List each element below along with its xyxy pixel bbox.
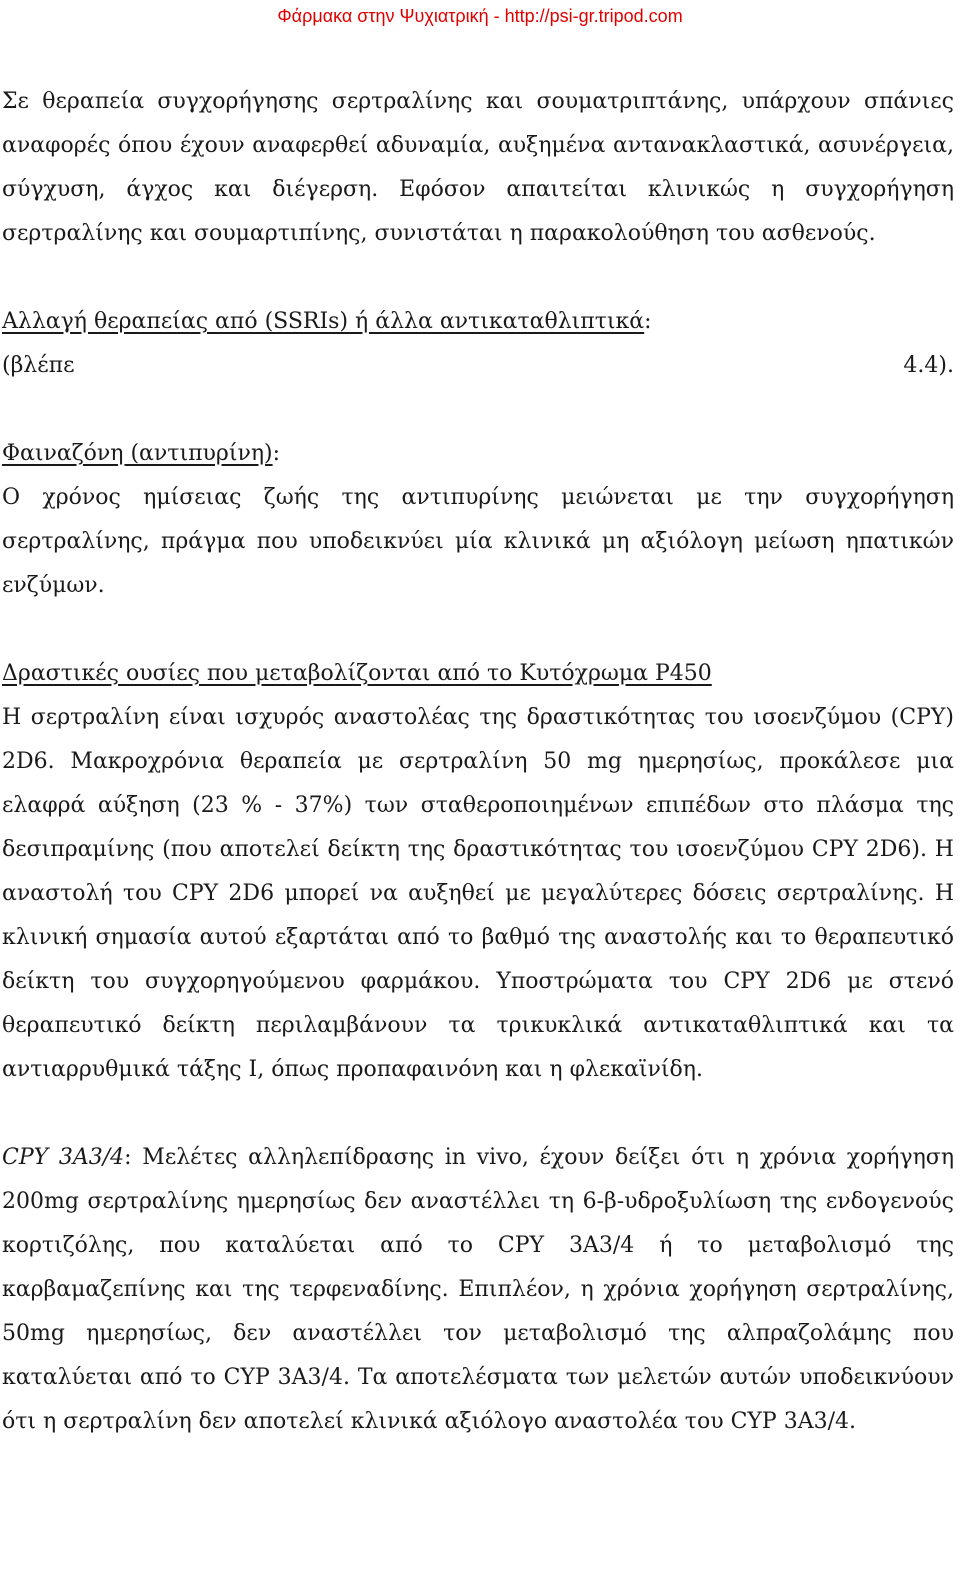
phenazone-heading-colon: : <box>272 441 281 466</box>
phenazone-heading-line <box>2 432 954 476</box>
document-body <box>2 80 954 1444</box>
switch-heading-line <box>2 300 954 344</box>
site-title: Φάρμακα στην Ψυχιατρική - http://psi-gr.tripod.com <box>277 6 683 26</box>
switch-heading-colon: : <box>644 309 652 334</box>
spacer <box>2 256 954 300</box>
cpy3a4-text: : Μελέτες αλληλεπίδρασης in vivo, έχουν δείξει ότι η χρόνια χορήγηση 200mg σερτραλίνης ημερησίως δεν αναστέλλει τη 6-β-υδροξυλίωση της ενδογενούς κορτιζόλης, που καταλύεται από το CPY 3A3/4 ή το μεταβολισμό της καρβαμαζεπίνης και της τερφεναδίνης. Επιπλέον, η χρόνια χορήγηση σερτραλίνης, 50mg ημερησίως, δεν αναστέλλει τον μεταβολισμό της αλπραζολάμης που καταλύεται από το CYP 3A3/4. Τα αποτελέσματα των μελετών αυτών υποδεικνύουν ότι η σερτραλίνη δεν αποτελεί κλινικά αξιόλογο αναστολέα του CYP 3A3/4. <box>2 1145 954 1434</box>
spacer <box>2 388 954 432</box>
cpy3a4-paragraph <box>2 1136 954 1444</box>
spacer <box>2 1092 954 1136</box>
spacer <box>2 608 954 652</box>
phenazone-paragraph: Ο χρόνος ημίσειας ζωής της αντιπυρίνης μειώνεται με την συγχορήγηση σερτραλίνης, πράγμα που υποδεικνύει μία κλινικά μη αξιόλογη μείωση ηπατικών ενζύμων. <box>2 485 954 598</box>
switch-ref-left: (βλέπε <box>2 353 75 378</box>
site-header <box>0 4 960 28</box>
p450-heading-line <box>2 652 954 696</box>
switch-heading: Αλλαγή θεραπείας από (SSRIs) ή άλλα αντικαταθλιπτικά <box>2 309 645 334</box>
switch-ref-right: 4.4). <box>903 353 954 378</box>
switch-reference <box>2 344 954 388</box>
p450-heading: Δραστικές ουσίες που μεταβολίζονται από το Κυτόχρωμα P450 <box>2 661 712 686</box>
cpy3a4-label: CPY 3A3/4 <box>2 1145 125 1170</box>
p450-paragraph: Η σερτραλίνη είναι ισχυρός αναστολέας της δραστικότητας του ισοενζύμου (CPY) 2D6. Μακροχρόνια θεραπεία με σερτραλίνη 50 mg ημερησίως, προκάλεσε μια ελαφρά αύξηση (23 % - 37%) των σταθεροποιημένων επιπέδων στο πλάσμα της δεσιπραμίνης (που αποτελεί δείκτη της δραστικότητας του ισοενζύμου CPY 2D6). Η αναστολή του CPY 2D6 μπορεί να αυξηθεί με μεγαλύτερες δόσεις σερτραλίνης. Η κλινική σημασία αυτού εξαρτάται από το βαθμό της αναστολής και το θεραπευτικό δείκτη του συγχορηγούμενου φαρμάκου. Υποστρώματα του CPY 2D6 με στενό θεραπευτικό δείκτη περιλαμβάνουν τα τρικυκλικά αντικαταθλιπτικά και τα αντιαρρυθμικά τάξης Ι, όπως προπαφαινόνη και η φλεκαϊνίδη. <box>2 705 954 1082</box>
phenazone-heading: Φαιναζόνη (αντιπυρίνη) <box>2 441 273 466</box>
intro-paragraph: Σε θεραπεία συγχορήγησης σερτραλίνης και σουματριπτάνης, υπάρχουν σπάνιες αναφορές όπου έχουν αναφερθεί αδυναμία, αυξημένα αντανακλαστικά, ασυνέργεια, σύγχυση, άγχος και διέγερση. Εφόσον απαιτείται κλινικώς η συγχορήγηση σερτραλίνης και σουμαρτιπίνης, συνιστάται η παρακολούθηση του ασθενούς. <box>2 89 954 246</box>
